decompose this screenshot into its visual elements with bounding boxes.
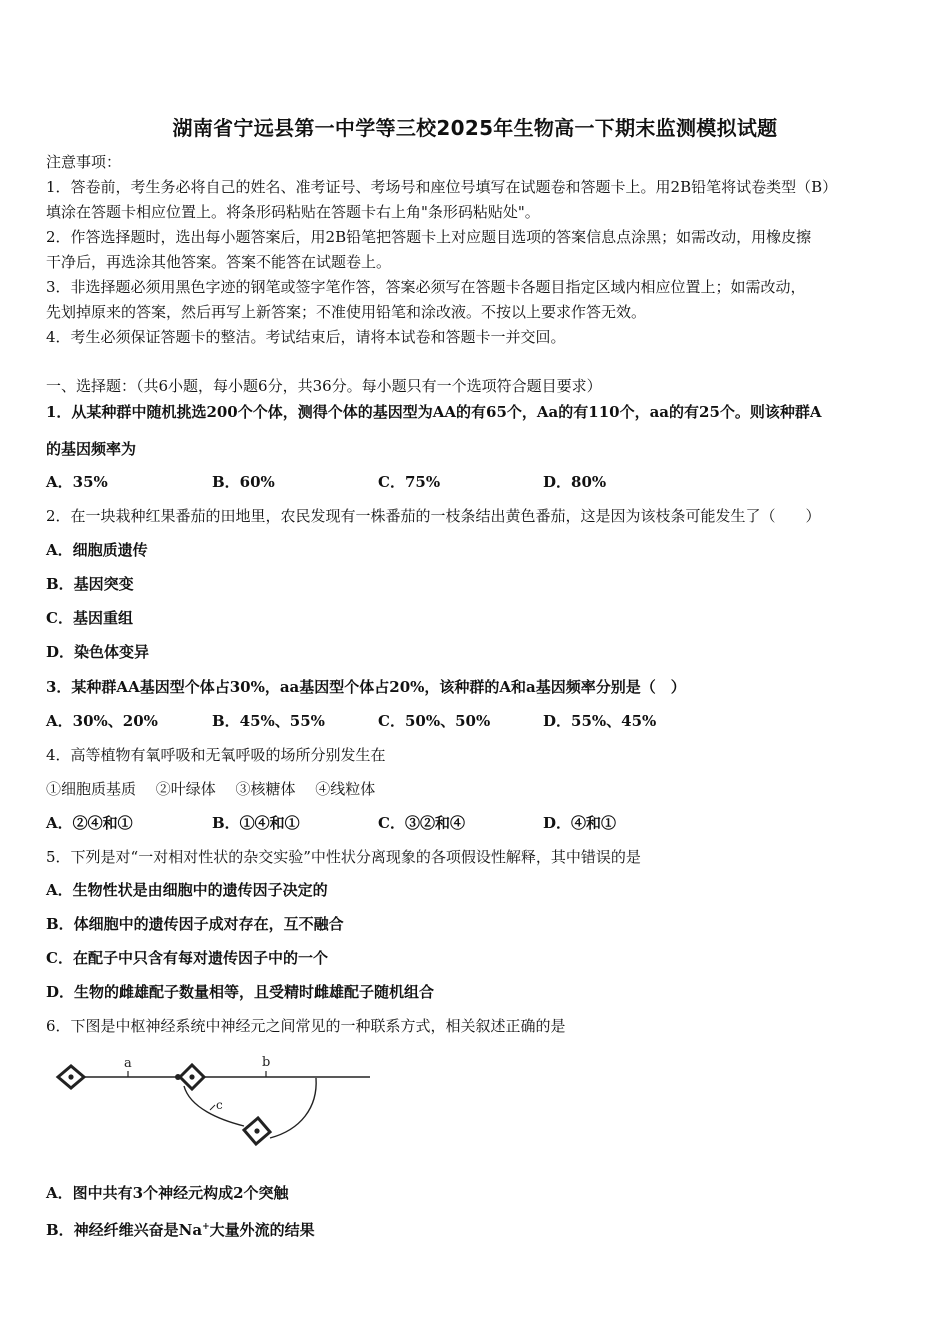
notice-line: 先划掉原来的答案，然后再写上新答案；不准使用铅笔和涂改液。不按以上要求作答无效。 bbox=[46, 303, 647, 321]
notice-line: 3．非选择题必须用黑色字迹的钢笔或签字笔作答，答案必须写在答题卡各题目指定区域内相应位置上；如需改动， bbox=[46, 278, 806, 296]
q6-option-b-text: B．神经纤维兴奋是Na bbox=[46, 1221, 203, 1239]
question-4-choices: ①细胞质基质 ②叶绿体 ③核糖体 ④线粒体 bbox=[46, 780, 376, 798]
question-2-stem: 2．在一块栽种红果番茄的田地里，农民发现有一株番茄的一枝条结出黄色番茄，这是因为该枝条可能发生了（ ） bbox=[46, 507, 821, 525]
page-title: 湖南省宁远县第一中学等三校2025年生物高一下期末监测模拟试题 bbox=[172, 116, 778, 140]
q3-option-b[interactable]: B．45%、55% bbox=[212, 712, 325, 730]
q2-option-b[interactable]: B．基因突变 bbox=[46, 575, 134, 593]
q1-option-b[interactable]: B．60% bbox=[212, 473, 275, 491]
q3-option-c[interactable]: C．50%、50% bbox=[378, 712, 491, 730]
neuron-3-icon bbox=[244, 1118, 270, 1144]
section-heading: 一、选择题：（共6小题，每小题6分，共36分。每小题只有一个选项符合题目要求） bbox=[46, 377, 602, 395]
superscript-plus: + bbox=[202, 1222, 210, 1232]
q5-option-b[interactable]: B．体细胞中的遗传因子成对存在，互不融合 bbox=[46, 915, 344, 933]
notice-line: 干净后，再选涂其他答案。答案不能答在试题卷上。 bbox=[46, 253, 392, 271]
neuron-diagram bbox=[50, 1046, 380, 1156]
notice-heading: 注意事项： bbox=[46, 153, 122, 171]
label-b: b bbox=[262, 1055, 271, 1070]
neuron-2-icon bbox=[180, 1065, 204, 1089]
q4-option-c[interactable]: C．③②和④ bbox=[378, 814, 465, 832]
q4-option-b[interactable]: B．①④和① bbox=[212, 814, 300, 832]
q2-option-a[interactable]: A．细胞质遗传 bbox=[46, 541, 148, 559]
q2-option-c[interactable]: C．基因重组 bbox=[46, 609, 133, 627]
label-c: c bbox=[216, 1098, 223, 1112]
question-3-stem: 3．某种群AA基因型个体占30%，aa基因型个体占20%，该种群的A和a基因频率分别是（ ） bbox=[46, 678, 686, 696]
q5-option-d[interactable]: D．生物的雌雄配子数量相等，且受精时雌雄配子随机组合 bbox=[46, 983, 435, 1001]
notice-line: 2．作答选择题时，选出每小题答案后，用2B铅笔把答题卡上对应题目选项的答案信息点涂黑；如需改动，用橡皮擦 bbox=[46, 228, 812, 246]
q1-option-d[interactable]: D．80% bbox=[543, 473, 607, 491]
label-a: a bbox=[124, 1056, 132, 1071]
q4-option-a[interactable]: A．②④和① bbox=[46, 814, 133, 832]
q6-option-b-text-2: 大量外流的结果 bbox=[209, 1221, 315, 1239]
feedback-axon bbox=[270, 1078, 316, 1138]
q3-option-a[interactable]: A．30%、20% bbox=[46, 712, 158, 730]
question-6-stem: 6．下图是中枢神经系统中神经元之间常见的一种联系方式，相关叙述正确的是 bbox=[46, 1017, 566, 1035]
question-5-stem: 5．下列是对“一对相对性状的杂交实验”中性状分离现象的各项假设性解释，其中错误的是 bbox=[46, 848, 641, 866]
question-4-stem: 4．高等植物有氧呼吸和无氧呼吸的场所分别发生在 bbox=[46, 746, 386, 764]
notice-line: 4．考生必须保证答题卡的整洁。考试结束后，请将本试卷和答题卡一并交回。 bbox=[46, 328, 566, 346]
tick-c bbox=[210, 1105, 215, 1110]
q5-option-c[interactable]: C．在配子中只含有每对遗传因子中的一个 bbox=[46, 949, 328, 967]
question-1-stem: 1．从某种群中随机挑选200个个体，测得个体的基因型为AA的有65个，Aa的有110个，aa的有25个。则该种群A bbox=[46, 403, 822, 421]
notice-line: 填涂在答题卡相应位置上。将条形码粘贴在答题卡右上角"条形码粘贴处"。 bbox=[46, 203, 540, 221]
notice-line: 1．答卷前，考生务必将自己的姓名、准考证号、考场号和座位号填写在试题卷和答题卡上。用2B铅笔将试卷类型（B） bbox=[46, 178, 838, 196]
q3-option-d[interactable]: D．55%、45% bbox=[543, 712, 657, 730]
q1-option-c[interactable]: C．75% bbox=[378, 473, 441, 491]
q2-option-d[interactable]: D．染色体变异 bbox=[46, 643, 150, 661]
q1-option-a[interactable]: A．35% bbox=[46, 473, 108, 491]
q6-option-a[interactable]: A．图中共有3个神经元构成2个突触 bbox=[46, 1184, 289, 1202]
neuron-1-icon bbox=[58, 1066, 84, 1088]
q5-option-a[interactable]: A．生物性状是由细胞中的遗传因子决定的 bbox=[46, 881, 328, 899]
q4-option-d[interactable]: D．④和① bbox=[543, 814, 617, 832]
q6-option-b[interactable] bbox=[46, 1217, 315, 1240]
question-1-stem-cont: 的基因频率为 bbox=[46, 440, 137, 458]
